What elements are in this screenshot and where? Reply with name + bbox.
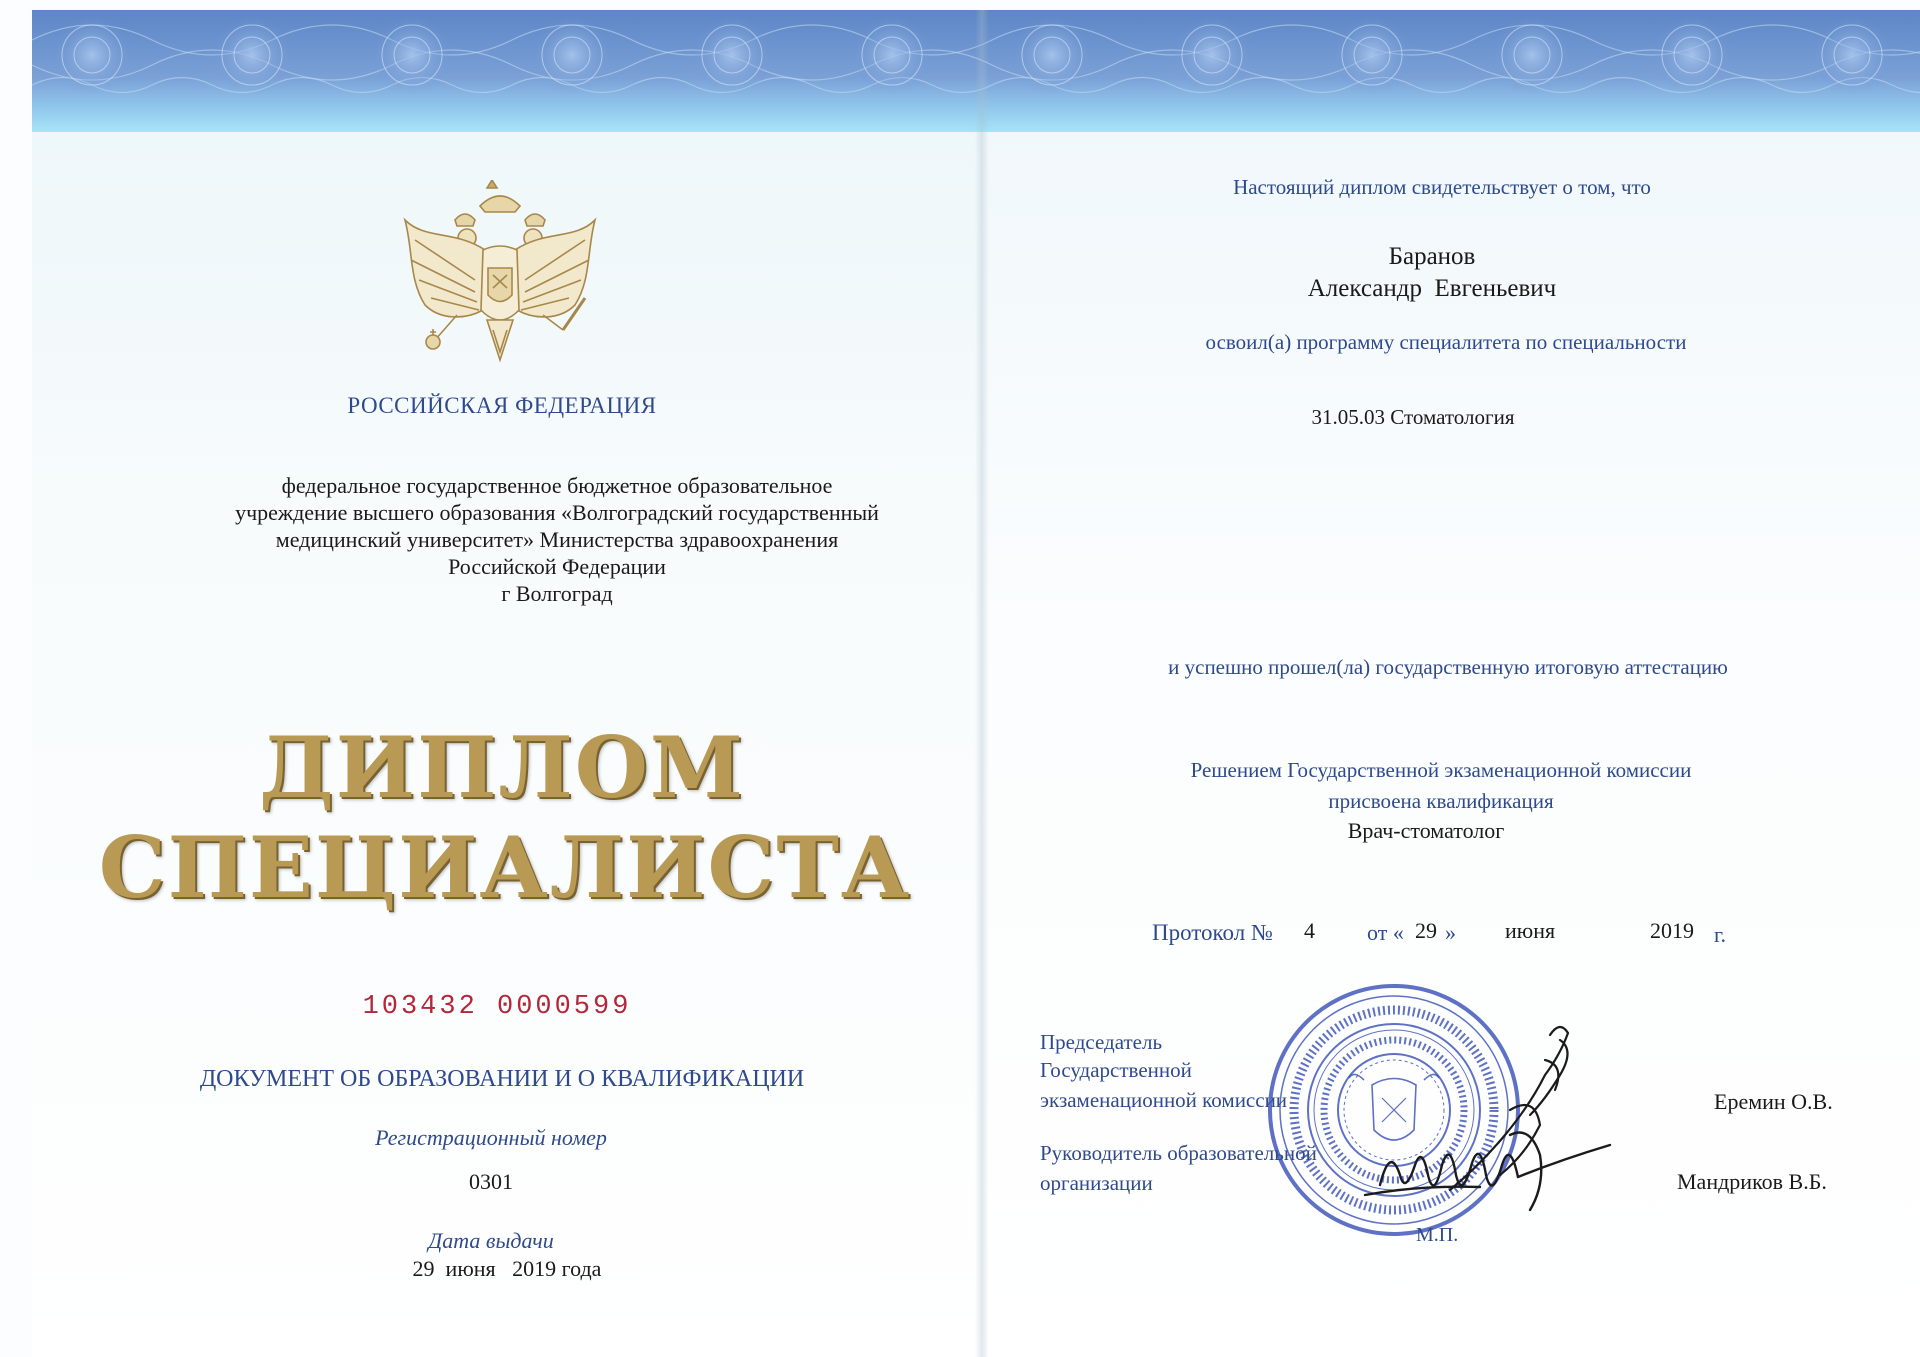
- commission-decision-line-2: присвоена квалификация: [1328, 789, 1554, 813]
- certifies-text: Настоящий диплом свидетельствует о том, что: [1233, 175, 1651, 199]
- head-name: Мандриков В.Б.: [1677, 1169, 1827, 1194]
- chair-line-3: экзаменационной комиссии: [1040, 1088, 1288, 1112]
- registration-number: 0301: [469, 1169, 513, 1194]
- protocol-day: 29: [1415, 918, 1437, 943]
- chair-line-2: Государственной: [1040, 1058, 1192, 1082]
- issue-date: 29 июня 2019 года: [412, 1256, 602, 1281]
- protocol-year: 2019: [1650, 918, 1694, 943]
- institution-line-3: медицинский университет» Министерства здравоохранения: [275, 527, 839, 552]
- specialty: 31.05.03 Стоматология: [1311, 405, 1515, 429]
- commission-decision-line-1: Решением Государственной экзаменационной комиссии: [1190, 758, 1692, 782]
- program-text: освоил(а) программу специалитета по специальности: [1205, 330, 1687, 354]
- country-name: РОССИЙСКАЯ ФЕДЕРАЦИЯ: [347, 393, 657, 418]
- institution-line-5: г Волгоград: [501, 581, 613, 606]
- chair-line-1: Председатель: [1040, 1030, 1163, 1054]
- head-line-1: Руководитель образовательной: [1040, 1141, 1317, 1165]
- title-diploma: ДИПЛОМ: [259, 718, 745, 817]
- chair-name: Еремин О.В.: [1714, 1089, 1833, 1114]
- graduate-surname: Баранов: [1388, 243, 1476, 270]
- serial-number: 103432 0000599: [362, 992, 632, 1022]
- document-type: ДОКУМЕНТ ОБ ОБРАЗОВАНИИ И О КВАЛИФИКАЦИИ: [199, 1066, 805, 1092]
- protocol-month: июня: [1505, 918, 1556, 943]
- title-specialist: СПЕЦИАЛИСТА: [98, 818, 912, 917]
- protocol-number: 4: [1304, 918, 1315, 943]
- head-line-2: организации: [1040, 1171, 1153, 1195]
- institution-line-2: учреждение высшего образования «Волгоградский государственный: [235, 500, 879, 525]
- signature-head-icon: [1360, 1115, 1620, 1230]
- protocol-label: Протокол №: [1152, 920, 1273, 945]
- protocol-year-suffix: г.: [1714, 922, 1727, 947]
- page-fold: [975, 10, 989, 1357]
- eagle-emblem-icon: [395, 180, 605, 375]
- institution-line-1: федеральное государственное бюджетное образовательное: [281, 473, 833, 498]
- institution-line-4: Российской Федерации: [448, 554, 666, 579]
- qualification: Врач-стоматолог: [1347, 818, 1505, 843]
- registration-label: Регистрационный номер: [375, 1125, 607, 1150]
- attestation-text: и успешно прошел(ла) государственную итоговую аттестацию: [1168, 655, 1728, 679]
- protocol-from-suffix: »: [1445, 920, 1456, 945]
- issue-date-label: Дата выдачи: [428, 1228, 554, 1253]
- graduate-given-names: Александр Евгеньевич: [1307, 275, 1557, 302]
- stamp-place-label: М.П.: [1416, 1224, 1459, 1246]
- protocol-from-prefix: от «: [1367, 920, 1404, 945]
